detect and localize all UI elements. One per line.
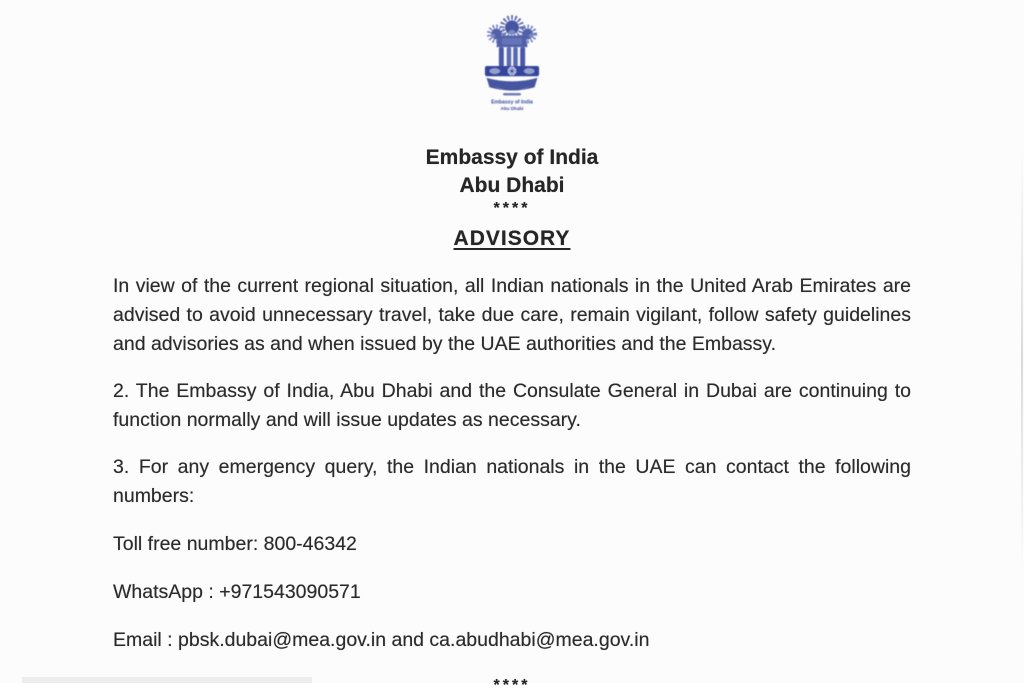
embassy-city: Abu Dhabi [459,174,565,197]
scan-edge-right [1021,150,1023,570]
email-line: Email : pbsk.dubai@mea.gov.in and ca.abudhabi@mea.gov.in [113,629,650,651]
advisory-paragraph-3: 3. For any emergency query, the Indian nationals in the UAE can contact the following numbers: [113,456,911,507]
whatsapp-line: WhatsApp : +971543090571 [113,581,361,603]
document-header [0,144,1024,251]
toll-free-line: Toll free number: 800-46342 [113,533,357,555]
advisory-paragraph-2: 2. The Embassy of India, Abu Dhabi and the Consulate General in Dubai are continuing to function normally and will issue updates as necessary. [113,380,911,431]
advisory-title: ADVISORY [453,227,571,250]
document-body [113,272,911,700]
separator-stars-bottom: **** [493,677,531,694]
emblem-motto-smudge [503,93,521,95]
state-emblem-icon [471,10,553,117]
separator-stars-top: **** [493,200,531,217]
emblem-section [0,0,1024,122]
embassy-name: Embassy of India [425,146,599,169]
scan-artifact-bottom [22,677,312,683]
emblem-caption-city: Abu Dhabi [500,106,524,112]
emblem-caption-embassy: Embassy of India [491,99,533,106]
advisory-paragraph-1: In view of the current regional situation, all Indian nationals in the United Arab Emirates are advised to avoid unnecessary travel, take due care, remain vigilant, follow safety guidelines and advisories as and when issued by the UAE authorities and the Embassy. [113,275,911,355]
